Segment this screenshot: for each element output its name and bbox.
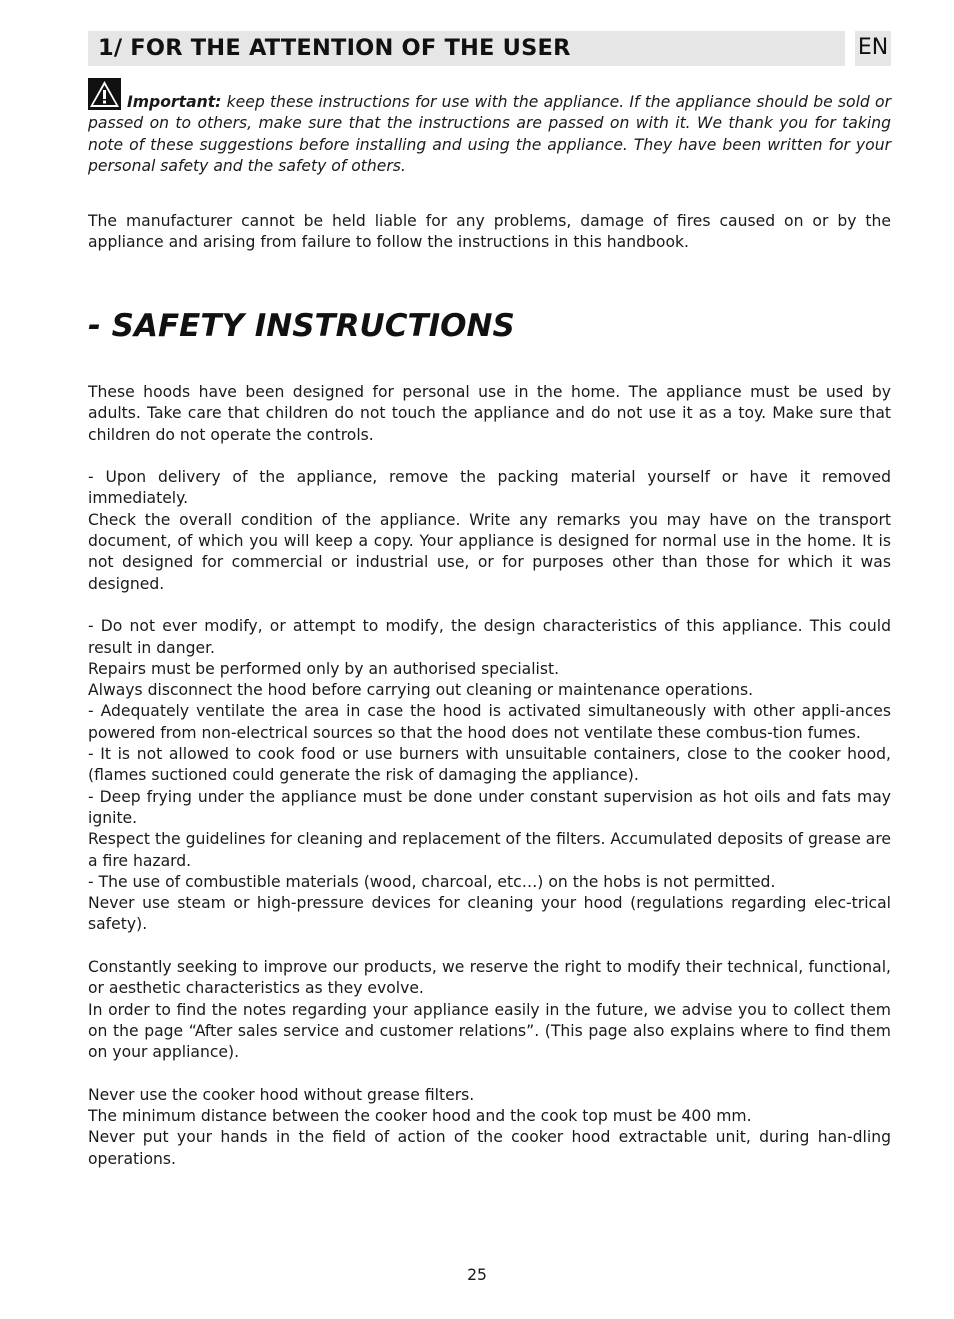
safety-instructions-body <box>88 382 891 1170</box>
safety-instructions-heading: - SAFETY INSTRUCTIONS <box>88 308 515 344</box>
section-title: 1/ FOR THE ATTENTION OF THE USER <box>98 35 571 61</box>
section-header-bar <box>88 31 845 66</box>
safety-paragraph: Constantly seeking to improve our products, we reserve the right to modify their technical, functional, or aesthetic characteristics as they evolve. <box>88 958 891 998</box>
safety-paragraph: - Do not ever modify, or attempt to modify, the design characteristics of this appliance. This could result in danger. <box>88 617 891 657</box>
page-number: 25 <box>467 1266 487 1284</box>
safety-paragraph: - It is not allowed to cook food or use burners with unsuitable containers, close to the cooker hood, (flames suctioned could generate the risk of damaging the appliance). <box>88 745 891 785</box>
safety-paragraph: In order to find the notes regarding your appliance easily in the future, we advise you to collect them on the page “After sales service and customer relations”. (This page also explains where to find them on your appliance). <box>88 1000 891 1062</box>
safety-paragraph: Repairs must be performed only by an authorised specialist. <box>88 659 560 678</box>
safety-paragraph: These hoods have been designed for personal use in the home. The appliance must be used by adults. Take care that children do not touch the appliance and do not use it as a toy. Make sure that children do not operate the controls. <box>88 383 891 444</box>
language-badge: EN <box>855 31 891 66</box>
safety-paragraph: - The use of combustible materials (wood, charcoal, etc…) on the hobs is not permitted. <box>88 872 776 891</box>
safety-paragraph: Never put your hands in the field of action of the cooker hood extractable unit, during han-dling operations. <box>88 1128 891 1168</box>
liability-paragraph: The manufacturer cannot be held liable for any problems, damage of fires caused on or by the appliance and arising from failure to follow the instructions in this handbook. <box>88 212 891 252</box>
safety-paragraph: Check the overall condition of the appliance. Write any remarks you may have on the transport document, of which you will keep a copy. Your appliance is designed for normal use in the home. It is not designed for commercial or industrial use, or for purposes other than those for which it was designed. <box>88 510 891 593</box>
paragraph-gap <box>88 446 891 467</box>
safety-paragraph: - Deep frying under the appliance must be done under constant supervision as hot oils and fats may ignite. <box>88 787 891 827</box>
safety-paragraph: - Upon delivery of the appliance, remove the packing material yourself or have it removed immediately. <box>88 468 891 508</box>
paragraph-gap <box>88 936 891 957</box>
safety-paragraph: Never use steam or high-pressure devices for cleaning your hood (regulations regarding elec-trical safety). <box>88 894 891 934</box>
safety-paragraph: Always disconnect the hood before carrying out cleaning or maintenance operations. <box>88 681 754 700</box>
warning-triangle-icon <box>88 78 121 110</box>
important-text: keep these instructions for use with the appliance. If the appliance should be sold or passed on to others, make sure that the instructions are passed on with it. We thank you for taking note of these suggestions before installing and using the appliance. They have been written for your personal safety and the safety of others. <box>88 93 891 175</box>
safety-paragraph: Never use the cooker hood without grease filters. <box>88 1085 475 1104</box>
paragraph-gap <box>88 1064 891 1085</box>
safety-paragraph: Respect the guidelines for cleaning and replacement of the filters. Accumulated deposits of grease are a fire hazard. <box>88 830 891 870</box>
important-notice <box>88 90 891 177</box>
paragraph-gap <box>88 595 891 616</box>
safety-paragraph: The minimum distance between the cooker hood and the cook top must be 400 mm. <box>88 1107 752 1126</box>
safety-paragraph: - Adequately ventilate the area in case the hood is activated simultaneously with other appli-ances powered from non-electrical sources so that the hood does not ventilate these combus-tion fumes. <box>88 702 891 742</box>
important-label: Important: <box>127 93 222 111</box>
